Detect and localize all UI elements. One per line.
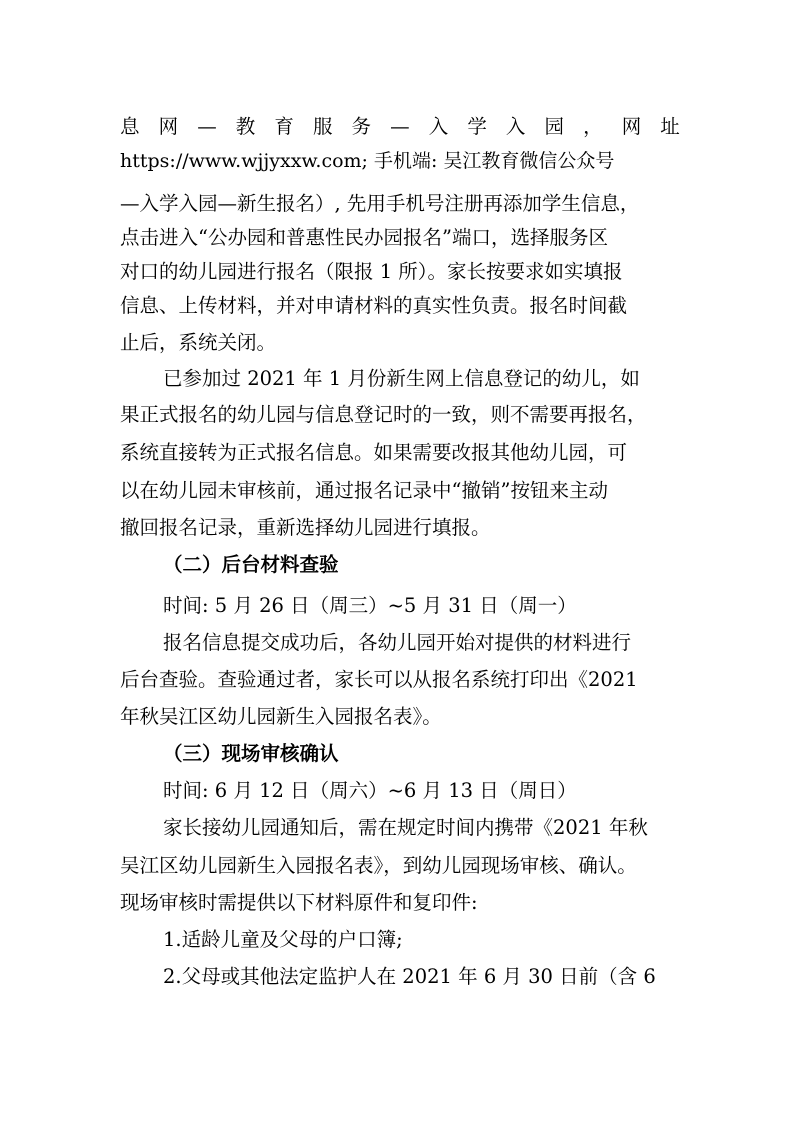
text-line: —入学入园—新生报名）, 先用手机号注册再添加学生信息， — [120, 192, 640, 215]
text-char: 址 — [660, 115, 680, 138]
text-line: 已参加过 2021 年 1 月份新生网上信息登记的幼儿，如 — [163, 367, 640, 390]
text-line: 现场审核时需提供以下材料原件和复印件: — [120, 891, 478, 914]
text-char: 网 — [158, 115, 179, 138]
text-line: 报名信息提交成功后，各幼儿园开始对提供的材料进行 — [163, 631, 632, 654]
text-line — [120, 110, 680, 144]
text-line: https://www.wjjyxxw.com; 手机端: 吴江教育微信公众号 — [120, 150, 615, 172]
text-char: 务 — [351, 115, 372, 138]
text-char: 网 — [621, 115, 642, 138]
text-line: 以在幼儿园未审核前，通过报名记录中“撤销”按钮来主动 — [120, 479, 608, 502]
text-line: 止后，系统关闭。 — [120, 331, 277, 354]
text-line: 后台查验。查验通过者，家长可以从报名系统打印出《2021 — [120, 668, 638, 691]
text-char: — — [197, 115, 217, 138]
text-char: 息 — [120, 115, 140, 138]
section-heading: （二）后台材料查验 — [163, 553, 339, 576]
text-line: 信息、上传材料，并对申请材料的真实性负责。报名时间截 — [120, 294, 628, 317]
text-char: 学 — [467, 115, 487, 138]
text-char: 服 — [312, 115, 333, 138]
text-char: 教 — [235, 115, 256, 138]
text-line: 时间: 5 月 26 日（周三）~5 月 31 日（周一） — [163, 594, 577, 617]
text-line: 家长接幼儿园通知后，需在规定时间内携带《2021 年秋 — [163, 816, 648, 839]
text-line: 年秋吴江区幼儿园新生入园报名表》。 — [120, 705, 442, 728]
text-line: 2.父母或其他法定监护人在 2021 年 6 月 30 日前（含 6 — [163, 965, 656, 988]
text-char: 入 — [505, 115, 526, 138]
text-line: 吴江区幼儿园新生入园报名表》，到幼儿园现场审核、确认。 — [120, 854, 637, 877]
section-heading: （三）现场审核确认 — [163, 742, 339, 765]
text-line: 1.适龄儿童及父母的户口簿; — [163, 928, 403, 951]
text-char: 园 — [544, 115, 565, 138]
text-line: 时间: 6 月 12 日（周六）~6 月 13 日（周日） — [163, 779, 577, 802]
text-line: 系统直接转为正式报名信息。如果需要改报其他幼儿园，可 — [120, 441, 628, 464]
text-line: 对口的幼儿园进行报名（限报 1 所）。家长按要求如实填报 — [120, 260, 623, 283]
text-line: 果正式报名的幼儿园与信息登记时的一致，则不需要再报名， — [120, 403, 647, 426]
text-line: 点击进入“公办园和普惠性民办园报名”端口，选择服务区 — [120, 226, 608, 249]
text-char: — — [390, 115, 410, 138]
text-char: 入 — [428, 115, 449, 138]
text-line: 撤回报名记录，重新选择幼儿园进行填报。 — [120, 516, 491, 539]
text-char: 育 — [274, 115, 294, 138]
text-char: ， — [583, 115, 603, 138]
